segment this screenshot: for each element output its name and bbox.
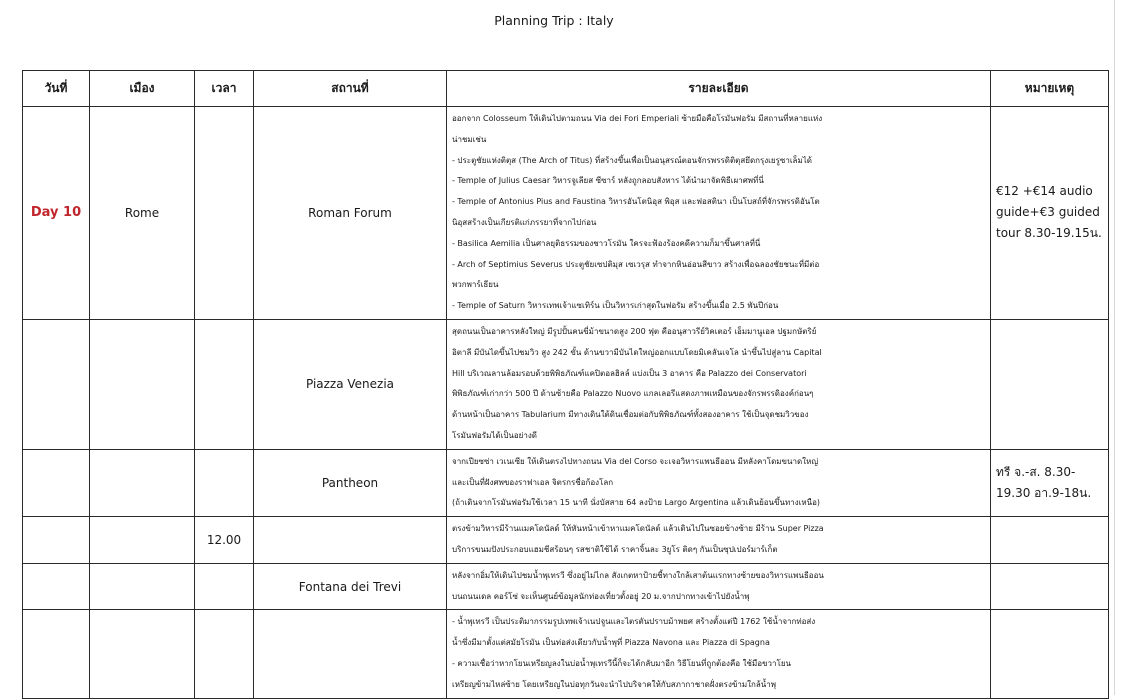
city-cell [90,610,195,698]
day-cell [23,319,90,449]
note-cell [991,517,1109,564]
place-cell: Roman Forum [254,107,447,320]
detail-line: โรมันฟอรัมได้เป็นอย่างดี [452,430,537,440]
place-cell: Pantheon [254,449,447,516]
detail-line: สุดถนนเป็นอาคารหลังใหญ่ มีรูปปั้นคนขี่ม้าขนาดสูง 200 ฟุต คืออนุสาวรีย์วิคเตอร์ เอ็มมานูเอล ปฐมกษัตริย์ [452,326,817,336]
detail-line: ด้านหน้าเป็นอาคาร Tabularium มีทางเดินใต้ดินเชื่อมต่อกับพิพิธภัณฑ์ทั้งสองอาคาร ใช้เป็นจุดชมวิวของ [452,410,809,420]
table-row [23,449,1109,516]
table-row [23,563,1109,610]
detail-line: - Basilica Aemilia เป็นศาลยุติธรรมของชาวโรมัน ใครจะฟ้องร้องคดีความก็มาขึ้นศาลที่นี่ [452,238,761,248]
day-cell: Day 10 [23,107,90,320]
day-cell [23,449,90,516]
header-city: เมือง [90,71,195,107]
detail-line: - ประตูชัยแห่งติตุส (The Arch of Titus) ที่สร้างขึ้นเพื่อเป็นอนุสรณ์ตอนจักรพรรดิติตุสยึดกรุงเยรูซาเล็มได้ [452,155,812,165]
note-cell: €12 +€14 audio guide+€3 guided tour 8.30-19.15น. [991,107,1109,320]
day-cell [23,610,90,698]
detail-line: - ความเชื่อว่าหากโยนเหรียญลงในบ่อน้ำพุเทรวีนี้ก็จะได้กลับมาอีก วิธีโยนที่ถูกต้องคือ ใช้มือขวาโยน [452,658,791,668]
time-cell [195,610,254,698]
place-cell [254,517,447,564]
detail-cell [447,107,991,320]
city-cell: Rome [90,107,195,320]
table-row [23,107,1109,320]
header-detail: รายละเอียด [447,71,991,107]
note-cell: ทรี จ.-ส. 8.30-19.30 อา.9-18น. [991,449,1109,516]
city-cell [90,563,195,610]
detail-line: หลังจากอิ่มให้เดินไปชมน้ำพุเทรวี ซึ่งอยู่ไม่ไกล สังเกตหาป้ายชี้ทางใกล้เสาต้นแรกทางซ้ายของวิหารแพนธีออน [452,570,824,580]
day-cell [23,563,90,610]
detail-line: - Arch of Septimius Severus ประตูชัยเซปติมุส เซเวรุส ทำจากหินอ่อนสีขาว สร้างเพื่อฉลองชัยชนะที่มีต่อ [452,259,820,269]
day-cell [23,517,90,564]
detail-line: และเป็นที่ฝังศพของราฟาเอล จิตรกรชื่อก้องโลก [452,477,614,487]
time-cell: 12.00 [195,517,254,564]
detail-line: จากเปียซซ่า เวเนเซีย ให้เดินตรงไปทางถนน Via del Corso จะเจอวิหารแพนธีออน มีหลังคาโดมขนาดใหญ่ [452,456,819,466]
header-note: หมายเหตุ [991,71,1109,107]
city-cell [90,319,195,449]
detail-line: พวกพาร์เธียน [452,280,499,290]
place-cell: Fontana dei Trevi [254,563,447,610]
detail-cell [447,563,991,610]
time-cell [195,107,254,320]
itinerary-table [22,70,1109,699]
detail-line: น้ำซึ่งมีมาตั้งแต่สมัยโรมัน เป็นท่อส่งเดียวกับน้ำพุที่ Piazza Navona และ Piazza di Spagna [452,638,770,648]
time-cell [195,319,254,449]
table-row [23,610,1109,698]
detail-line: พิพิธภัณฑ์เก่ากว่า 500 ปี ด้านซ้ายคือ Palazzo Nuovo แกลเลอรีแสดงภาพเหมือนของจักรพรรดิองค์ก่อนๆ [452,389,814,399]
detail-line: เหรียญข้ามไหล่ซ้าย โดยเหรียญในบ่อทุกวันจะนำไปบริจาคให้กับสภากาชาดฝั่งตรงข้ามใกล้น้ำพุ [452,679,776,689]
detail-line: (ถ้าเดินจากโรมันฟอรัมใช้เวลา 15 นาที นั่งบัสสาย 64 ลงป้าย Largo Argentina แล้วเดินย้อนขึ้นทางเหนือ) [452,498,821,508]
table-row [23,517,1109,564]
table-row [23,319,1109,449]
document-title: Planning Trip : Italy [494,13,614,28]
detail-line: Hill บริเวณลานล้อมรอบด้วยพิพิธภัณฑ์แคปิตอลฮิลล์ แบ่งเป็น 3 อาคาร คือ Palazzo dei Conservatori [452,368,807,378]
city-cell [90,449,195,516]
detail-line: - Temple of Antonius Pius and Faustina วิหารอันโตนิอุส พิอุส และฟอสตินา เป็นโบสถ์ที่จักรพรรดิอันโต [452,197,820,207]
detail-cell [447,449,991,516]
detail-line: นิอุสสร้างเป็นเกียรติแก่ภรรยาที่จากไปก่อน [452,217,597,227]
note-cell [991,563,1109,610]
table-header-row [23,71,1109,107]
detail-cell [447,610,991,698]
page-edge-divider [1114,0,1115,695]
time-cell [195,563,254,610]
detail-line: ตรงข้ามวิหารมีร้านแมคโดนัลด์ ให้หันหน้าเข้าหาแมคโดนัลด์ แล้วเดินไปในซอยข้างซ้าย มีร้าน Super Pizza [452,524,824,534]
header-time: เวลา [195,71,254,107]
detail-cell [447,517,991,564]
detail-line: - Temple of Julius Caesar วิหารจูเลียส ซีซาร์ หลังถูกลอบสังหาร ได้นำมาจัดพิธีเผาศพที่นี่ [452,176,764,186]
detail-line: บริการขนมปังประกอบแฮมชีสร้อนๆ รสชาติใช้ได้ ราคาจิ้นละ 3ยูโร ติดๆ กันเป็นซุปเปอร์มาร์เก็ต [452,544,778,554]
detail-line: น่าชมเช่น [452,134,487,144]
header-day: วันที่ [23,71,90,107]
detail-line: อิตาลี มีบันไดขึ้นไปชมวิว สูง 242 ขั้น ด้านขวามีบันไดใหญ่ออกแบบโดยมิเคลันเจโล นำขึ้นไปสู่ลาน Capital [452,347,822,357]
detail-line: ออกจาก Colosseum ให้เดินไปตามถนน Via dei Fori Emperiali ซ้ายมือคือโรมันฟอรัม มีสถานที่หลายแห่ง [452,114,823,123]
note-cell [991,319,1109,449]
detail-line: บนถนนเดล คอร์โซ่ จะเห็นศูนย์ข้อมูลนักท่องเที่ยวตั้งอยู่ 20 ม.จากปากทางเข้าไปยังน้ำพุ [452,591,750,601]
detail-cell [447,319,991,449]
detail-line: - Temple of Saturn วิหารเทพเจ้าแซเทิร์น เป็นวิหารเก่าสุดในฟอรัม สร้างขึ้นเมื่อ 2.5 พันปีก่อน [452,301,779,311]
place-cell [254,610,447,698]
note-cell [991,610,1109,698]
header-place: สถานที่ [254,71,447,107]
city-cell [90,517,195,564]
time-cell [195,449,254,516]
detail-line: - น้ำพุเทรวี เป็นประติมากรรมรูปเทพเจ้าเนปจูนและไตรตันปราบม้าพยศ สร้างตั้งแต่ปี 1762 ใช้น้ำจากท่อส่ง [452,617,816,627]
place-cell: Piazza Venezia [254,319,447,449]
